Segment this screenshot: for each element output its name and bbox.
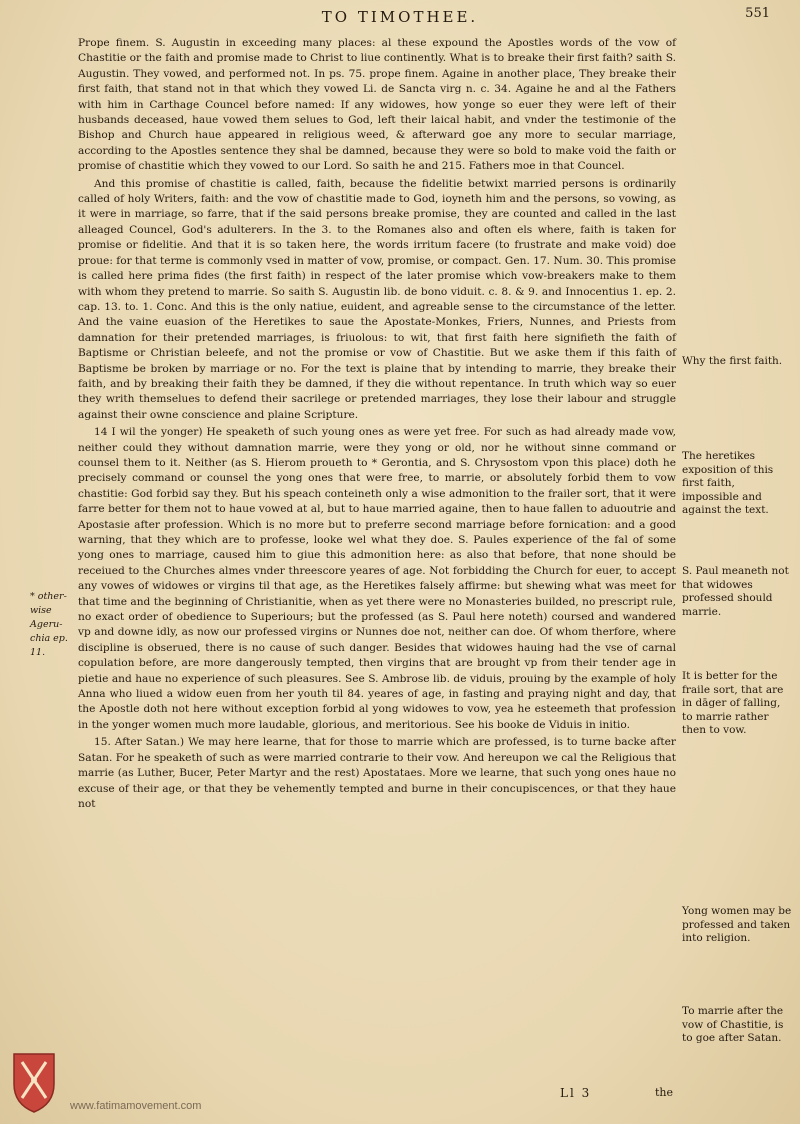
signature-mark: Ll 3 bbox=[560, 1086, 592, 1100]
paragraph-3: 14 I wil the yonger) He speaketh of such young ones as were yet free. For such as had already made vow, neither could they without damnation marrie, were they yong or old, nor he without sinne command or counsel them to it. Neither (as S. Hierom proueth to * Gerontia, and S. Chrysostom vpon this place) doth he precisely command or counsel the yong ones that were free, to marrie, or absolutely forbid them to vow chastitie: God forbid say they. But his speach conteineth only a wise admonition to the frailer sort, that it were farre better for them not to haue vowed at al, but to haue married againe, then to haue fallen to aduoutrie and Apostasie after profession. Which is no more but to preferre second marriage before fornication: and a good warning, that they which are to professe, looke wel what they doe. S. Paules experience of the fal of some yong ones to marriage, caused him to giue this admonition here: as also that before, that none should be receiued to the Churches almes vnder threescore yeares of age. Not forbidding the Church for euer, to accept any vowes of widowes or virgins til that age, as the Heretikes falsely affirme: but shewing what was meet for that time and the beginning of Christianitie, when as yet there were no Monasteries builded, no prescript rule, no exact order of obedience to Superiours; but the professed (as S. Paul here noteth) coursed and wandered vp and downe idly, as now our professed virgins or Nunnes doe not, neither can doe. Of whom therfore, where discipline is obserued, there is no cause of such danger. Besides that widowes hauing had the vse of carnal copulation before, are more dangerously tempted, then virgins that are brought vp from their tender age in pietie and haue no experience of such pleasures. See S. Ambrose lib. de viduis, prouing by the example of holy Anna who liued a widow euen from her youth til 84. yeares of age, in fasting and praying night and day, that the Apostle doth not here without exception forbid al yong widowes to vow, yea he esteemeth that profession in the yonger women much more laudable, glorious, and meritorious. See his booke de Viduis in initio. bbox=[78, 426, 676, 731]
watermark-url[interactable]: www.fatimamovement.com bbox=[70, 1100, 202, 1112]
paragraph-1: Prope finem. S. Augustin in exceeding many places: al these expound the Apostles words of the vow of Chastitie or the faith and promise made to Christ to liue continently. What is to breake their first faith? saith S. Augustin. They vowed, and performed not. In ps. 75. prope finem. Againe in another place, They breake their first faith, that stand not in that which they vowed Li. de Sancta virg n. c. 34. Againe he and al the Fathers with him in Carthage Councel before named: If any widowes, how yonge so euer they were left of their husbands deceased, haue vowed them selues to God, left their laical habit, and vnder the testimonie of the Bishop and Church haue appeared in religious weed, & afterward goe any more to secular marriage, according to the Apostles sentence they shal be damned, because they were so bold to make void the faith or promise of chastitie which they vowed to our Lord. So saith he and 215. Fathers moe in that Councel. bbox=[78, 37, 676, 173]
catchword: the bbox=[655, 1086, 674, 1099]
margin-note-yong-women: Yong women may be professed and taken into religion. bbox=[682, 905, 792, 944]
margin-note-first-faith: Why the first faith. bbox=[682, 355, 783, 367]
papal-keys-shield-icon bbox=[10, 1050, 58, 1114]
margin-note-widowes: S. Paul meaneth not that widowes professed should marrie. bbox=[682, 565, 789, 618]
margin-note-heretikes-exposition: The heretikes exposition of this first faith, impossible and against the text. bbox=[682, 450, 774, 516]
margin-note-fraile-sort: It is better for the fraile sort, that are in dāger of falling, to marrie rather then to vow. bbox=[682, 670, 784, 736]
running-head: TO TIMOTHEE. bbox=[321, 8, 479, 26]
page-number: 551 bbox=[745, 6, 770, 21]
left-margin-note: * other-wise Ageru-chia ep. 11. bbox=[30, 591, 68, 658]
paragraph-2: And this promise of chastitie is called, faith, because the fidelitie betwixt married persons is ordinarily called of holy Writers, faith: and the vow of chastitie made to God, ioyneth him and the persons, so vowing, as it were in marriage, so farre, that if the said persons breake promise, they are counted and called in the last alleaged Councel, God's adulterers. In the 3. to the Romanes also and often els where, faith is taken for promise or fidelitie. And that it is so taken here, the words irritum facere (to frustrate and make void) doe proue: for that terme is commonly vsed in matter of vow, promise, or compact. Gen. 17. Num. 30. This promise is called here prima fides (the first faith) in respect of the later promise which vow-breakers make to them with whom they pretend to marrie. So saith S. Augustin lib. de bono viduit. c. 8. & 9. and Innocentius 1. ep. 2. cap. 13. to. 1. Conc. And this is the only natiue, euident, and agreable sense to the circumstance of the letter. And the vaine euasion of the Heretikes to saue the Apostate-Monkes, Friers, Nunnes, and Priests from damnation for their pretended marriages, is friuolous: to wit, that first faith here signifieth the faith of Baptisme or Christian beleefe, and not the promise or vow of Chastitie. But we aske them if this faith of Baptisme be broken by marriage or no. For the text is plaine that by intending to marrie, they breake their faith, and by breaking their faith they be damned, if they die without repentance. In truth which way so euer they writh themselues to defend their sacrilege or pretended marriages, they lose their labour and struggle against their owne conscience and plaine Scripture. bbox=[78, 177, 676, 421]
margin-note-after-satan: To marrie after the vow of Chastitie, is to goe after Satan. bbox=[682, 1005, 784, 1044]
main-text-column bbox=[78, 36, 676, 812]
paragraph-4: 15. After Satan.) We may here learne, that for those to marrie which are professed, is to turne backe after Satan. For he speaketh of such as were married contrarie to their vow. And hereupon we cal the Religious that marrie (as Luther, Bucer, Peter Martyr and the rest) Apostataes. More we learne, that such yong ones haue no excuse of their age, or that they be vehemently tempted and burne in their concupiscences, or that they haue not bbox=[78, 736, 676, 810]
